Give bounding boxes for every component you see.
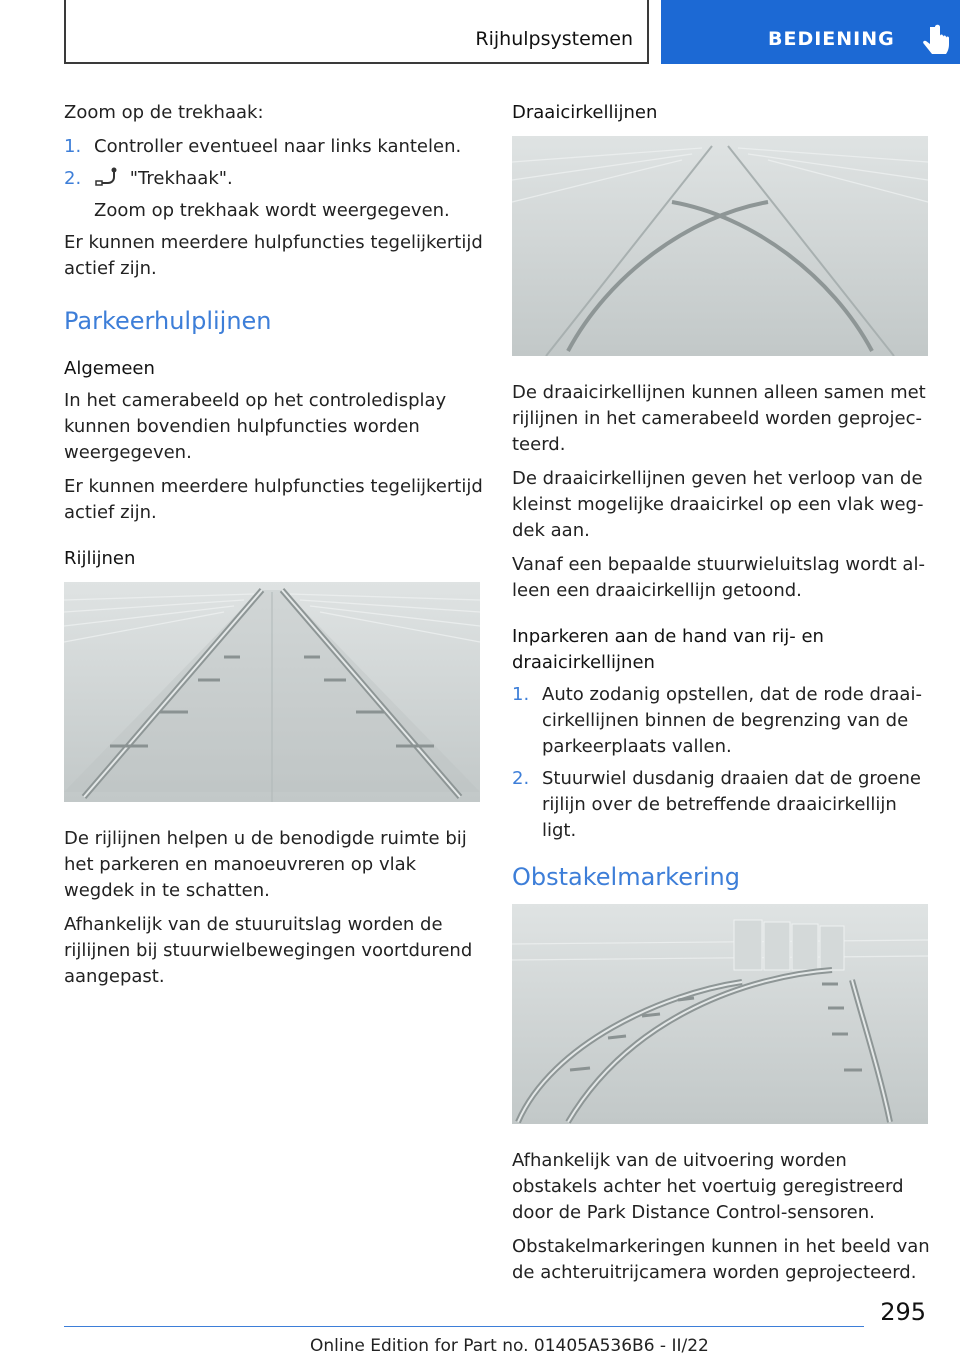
footer-divider (64, 1326, 864, 1327)
paragraph: In het camerabeeld op het controledisplay kunnen bovendien hulpfuncties worden weergegeven. (64, 390, 447, 463)
park-steps (512, 682, 932, 844)
list-text: Controller eventueel naar links kantelen. (94, 136, 462, 157)
header-section-box (64, 0, 649, 64)
list-number: 1. (512, 684, 530, 705)
list-text: "Trekhaak". (129, 168, 233, 189)
turning-circle-lines-image (512, 136, 928, 356)
paragraph: Afhankelijk van de stuuruitslag worden de rijlijnen bij stuurwielbewegingen voortdurend aangepast. (64, 914, 473, 987)
hand-pointer-icon (921, 24, 953, 58)
section-heading: Parkeerhulplijnen (64, 307, 272, 335)
list-item (512, 682, 932, 760)
subheading: Draaicirkellijnen (512, 102, 658, 123)
list-text: Stuurwiel dusdanig draaien dat de groene rijlijn over de betreffende draaicirkellijn ligt. (542, 768, 921, 841)
right-column (512, 100, 932, 1294)
list-number: 2. (512, 768, 530, 789)
subheading: Rijlijnen (64, 548, 136, 569)
subheading: Inparkeren aan de hand van rij- en draaicirkellijnen (512, 626, 824, 673)
subheading: Algemeen (64, 358, 155, 379)
header-chapter-title: BEDIENING (768, 28, 895, 50)
paragraph: Er kunnen meerdere hulpfuncties tegelijkertijd actief zijn. (64, 476, 483, 523)
paragraph: Er kunnen meerdere hulpfuncties tegelijkertijd actief zijn. (64, 232, 483, 279)
page-number: 295 (880, 1298, 926, 1326)
driving-lanes-image (64, 582, 480, 802)
zoom-steps (64, 134, 484, 224)
paragraph: Vanaf een bepaalde stuurwieluitslag wordt alleen een draaicirkellijn getoond. (512, 554, 925, 601)
list-item (64, 166, 484, 192)
left-column (64, 100, 484, 998)
list-text: Auto zodanig opstellen, dat de rode draaicirkellijnen binnen de begrenzing van de parkeerplaats vallen. (542, 684, 922, 757)
list-number: 2. (64, 168, 82, 189)
trailer-hitch-icon (94, 167, 120, 187)
list-item (64, 134, 484, 160)
list-item (512, 766, 932, 844)
paragraph: De rijlijnen helpen u de benodigde ruimte bij het parkeren en manoeuvreren op vlak wegdek in te schatten. (64, 828, 467, 901)
footer-edition: Online Edition for Part no. 01405A536B6 - II/22 (310, 1336, 709, 1356)
zoom-intro: Zoom op de trekhaak: (64, 102, 264, 123)
paragraph: De draaicirkellijnen kunnen alleen samen met rijlijnen in het camerabeeld worden geprojecteerd. (512, 382, 926, 455)
paragraph: Obstakelmarkeringen kunnen in het beeld van de achteruitrijcamera worden geprojecteerd. (512, 1236, 930, 1283)
paragraph: De draaicirkellijnen geven het verloop van de kleinst mogelijke draaicirkel op een vlak wegdek aan. (512, 468, 924, 541)
paragraph: Afhankelijk van de uitvoering worden obstakels achter het voertuig geregistreerd door de Park Distance Control-sensoren. (512, 1150, 904, 1223)
obstacle-marking-image (512, 904, 928, 1124)
section-heading: Obstakelmarkering (512, 863, 740, 891)
header-chapter-tab[interactable] (661, 0, 960, 64)
list-subtext: Zoom op trekhaak wordt weergegeven. (94, 200, 450, 221)
list-number: 1. (64, 136, 82, 157)
header-section-title: Rijhulpsystemen (475, 28, 633, 50)
